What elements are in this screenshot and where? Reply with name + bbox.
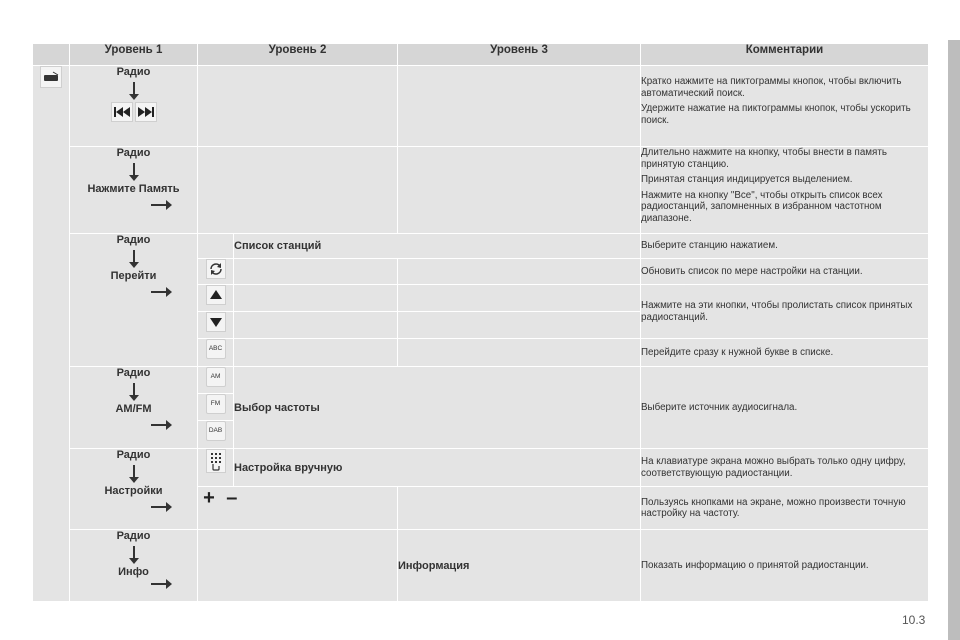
arrow-down-icon xyxy=(133,250,135,264)
empty-cell xyxy=(398,147,641,234)
empty-cell xyxy=(198,530,398,602)
abc-label: ABC xyxy=(208,345,223,352)
comment-text: Нажмите на кнопку "Все", чтобы открыть список всех радиостанций, запомненных в избранном частотном диапазоне. xyxy=(641,189,883,224)
comment-text: Перейдите сразу к нужной букве в списке. xyxy=(641,339,929,367)
level3-label: Выбор частоты xyxy=(234,367,641,449)
header-comments: Комментарии xyxy=(641,44,929,66)
icon-cell xyxy=(198,312,234,339)
empty-cell xyxy=(398,285,641,312)
level1-label: Радио xyxy=(116,449,151,461)
level1-cell xyxy=(70,367,198,449)
level1-sublabel: Настройки xyxy=(104,485,163,497)
icon-cell xyxy=(198,259,234,285)
icon-cell xyxy=(198,367,234,394)
keypad-icon[interactable] xyxy=(206,449,226,473)
table-row xyxy=(33,449,929,487)
icon-cell xyxy=(198,339,234,367)
icon-cell xyxy=(198,487,398,530)
comment-cell xyxy=(641,66,929,147)
level1-sublabel: Перейти xyxy=(110,270,157,282)
level1-cell xyxy=(70,234,198,367)
level1-sublabel: Нажмите Память xyxy=(87,183,180,195)
empty-cell xyxy=(234,285,398,312)
level1-label: Радио xyxy=(116,234,151,246)
icon-cell xyxy=(198,449,234,487)
table-header-row xyxy=(33,44,929,66)
level1-cell xyxy=(70,147,198,234)
level1-sublabel: Инфо xyxy=(118,566,149,578)
level3-label: Информация xyxy=(398,530,641,602)
skip-back-icon[interactable] xyxy=(111,102,133,122)
level1-sublabel: AM/FM xyxy=(115,403,152,415)
empty-cell xyxy=(234,259,398,285)
arrow-down-icon xyxy=(133,546,135,560)
comment-text: Длительно нажмите на кнопку, чтобы внести в память принятую станцию. xyxy=(641,147,887,170)
empty-cell xyxy=(398,487,641,530)
arrow-up-icon[interactable] xyxy=(206,285,226,305)
level1-cell xyxy=(70,449,198,530)
empty-cell xyxy=(198,66,398,147)
table-row xyxy=(33,66,929,147)
comment-cell xyxy=(641,147,929,234)
level3-label: Настройка вручную xyxy=(234,449,641,487)
side-column xyxy=(33,66,70,602)
table-row xyxy=(33,367,929,394)
refresh-icon[interactable] xyxy=(206,259,226,279)
level3-label: Список станций xyxy=(234,234,641,259)
table-row xyxy=(33,530,929,602)
am-button[interactable] xyxy=(206,367,226,387)
level1-label: Радио xyxy=(116,367,151,379)
empty-cell xyxy=(198,147,398,234)
comment-text: Принятая станция индицируется выделением. xyxy=(641,174,853,185)
comment-text: Удержите нажатие на пиктограммы кнопок, чтобы ускорить поиск. xyxy=(641,103,911,126)
level1-label: Радио xyxy=(116,530,151,542)
level1-label: Радио xyxy=(116,66,151,78)
table-row xyxy=(33,234,929,259)
empty-cell xyxy=(398,312,641,339)
icon-cell xyxy=(198,394,234,421)
icon-cell xyxy=(198,285,234,312)
arrow-down-icon xyxy=(133,383,135,397)
level1-label: Радио xyxy=(116,147,151,159)
comment-text: Выберите источник аудиосигнала. xyxy=(641,367,929,449)
comment-text: Показать информацию о принятой радиостанции. xyxy=(641,530,929,602)
arrow-right-icon xyxy=(151,583,167,585)
arrow-down-icon xyxy=(133,163,135,177)
arrow-down-button-icon[interactable] xyxy=(206,312,226,332)
arrow-right-icon xyxy=(151,424,167,426)
empty-cell xyxy=(234,312,398,339)
fm-label: FM xyxy=(210,400,221,407)
arrow-down-icon xyxy=(133,82,135,96)
arrow-right-icon xyxy=(151,204,167,206)
comment-text: На клавиатуре экрана можно выбрать только одну цифру, соответствующую радиостанции. xyxy=(641,449,929,487)
comment-text: Обновить список по мере настройки на станции. xyxy=(641,259,929,285)
plus-icon[interactable]: + xyxy=(203,487,215,509)
comment-text: Выберите станцию нажатием. xyxy=(641,234,929,259)
am-label: AM xyxy=(210,373,221,380)
section-side-tab xyxy=(948,40,960,640)
arrow-right-icon xyxy=(151,291,167,293)
icon-cell xyxy=(198,421,234,449)
menu-levels-table xyxy=(32,43,929,602)
minus-icon[interactable]: – xyxy=(226,487,238,509)
skip-forward-icon[interactable] xyxy=(135,102,157,122)
header-empty xyxy=(33,44,70,66)
comment-text: Кратко нажмите на пиктограммы кнопок, чтобы включить автоматический поиск. xyxy=(641,76,902,99)
dab-button[interactable] xyxy=(206,421,226,441)
comment-text: Нажмите на эти кнопки, чтобы пролистать список принятых радиостанций. xyxy=(641,285,929,339)
arrow-down-icon xyxy=(133,465,135,479)
header-level-3: Уровень 3 xyxy=(398,44,641,66)
empty-cell xyxy=(398,66,641,147)
empty-cell xyxy=(234,339,398,367)
fm-button[interactable] xyxy=(206,394,226,414)
dab-label: DAB xyxy=(208,427,223,434)
header-level-2: Уровень 2 xyxy=(198,44,398,66)
table-row xyxy=(33,147,929,234)
arrow-right-icon xyxy=(151,506,167,508)
radio-section-icon xyxy=(40,66,62,88)
level1-cell xyxy=(70,66,198,147)
abc-button[interactable] xyxy=(206,339,226,359)
header-level-1: Уровень 1 xyxy=(70,44,198,66)
empty-cell xyxy=(198,234,234,259)
level1-cell xyxy=(70,530,198,602)
empty-cell xyxy=(398,259,641,285)
page-number: 10.3 xyxy=(902,613,926,627)
comment-text: Пользуясь кнопками на экране, можно произвести точную настройку на частоту. xyxy=(641,487,929,530)
empty-cell xyxy=(398,339,641,367)
